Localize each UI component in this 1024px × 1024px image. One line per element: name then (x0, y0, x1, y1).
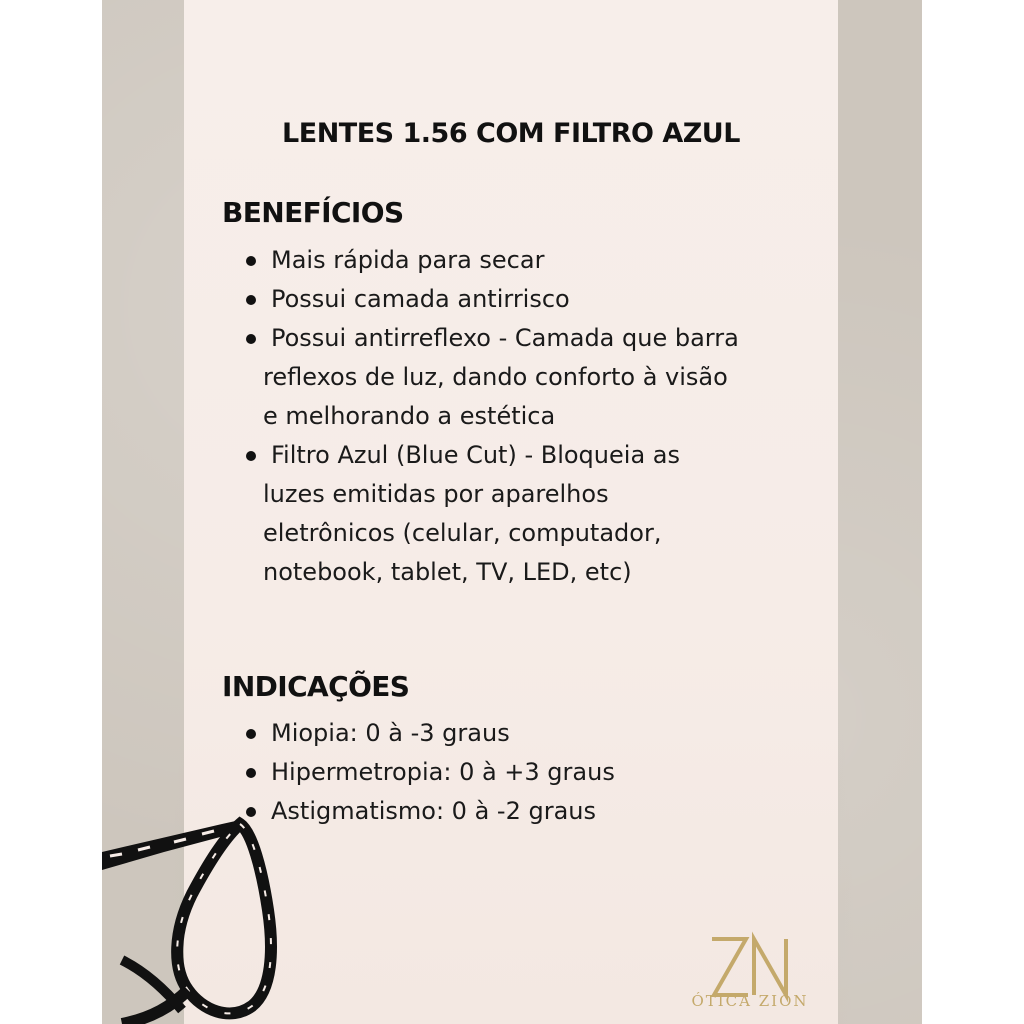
list-item (244, 436, 744, 592)
list-item-text: Filtro Azul (Blue Cut) - Bloqueia as luzes emitidas por aparelhos eletrônicos (celular, computador, notebook, tablet, TV, LED, etc) (263, 441, 680, 586)
list-item-text: Possui antirreflexo - Camada que barra reflexos de luz, dando conforto à visão e melhorando a estética (263, 324, 739, 430)
list-item (244, 280, 744, 319)
benefits-heading: BENEFÍCIOS (222, 196, 404, 229)
list-item (244, 319, 744, 436)
brand-name: ÓTICA ZION (691, 992, 809, 1010)
bullet-icon (246, 729, 256, 739)
bullet-icon (246, 256, 256, 266)
page-title: LENTES 1.56 COM FILTRO AZUL (282, 118, 740, 149)
eyeglasses-illustration-icon (102, 810, 282, 1024)
list-item-text: Possui camada antirrisco (271, 285, 570, 313)
indications-heading: INDICAÇÕES (222, 670, 410, 703)
bullet-icon (246, 295, 256, 305)
list-item (244, 241, 744, 280)
list-item-text: Astigmatismo: 0 à -2 graus (271, 797, 596, 825)
bullet-icon (246, 768, 256, 778)
list-item-text: Hipermetropia: 0 à +3 graus (271, 758, 615, 786)
list-item-text: Miopia: 0 à -3 graus (271, 719, 510, 747)
indications-list (244, 714, 744, 831)
list-item (244, 792, 744, 831)
bullet-icon (246, 334, 256, 344)
bullet-icon (246, 451, 256, 461)
list-item-text: Mais rápida para secar (271, 246, 545, 274)
list-item (244, 714, 744, 753)
list-item (244, 753, 744, 792)
benefits-list (244, 241, 744, 592)
